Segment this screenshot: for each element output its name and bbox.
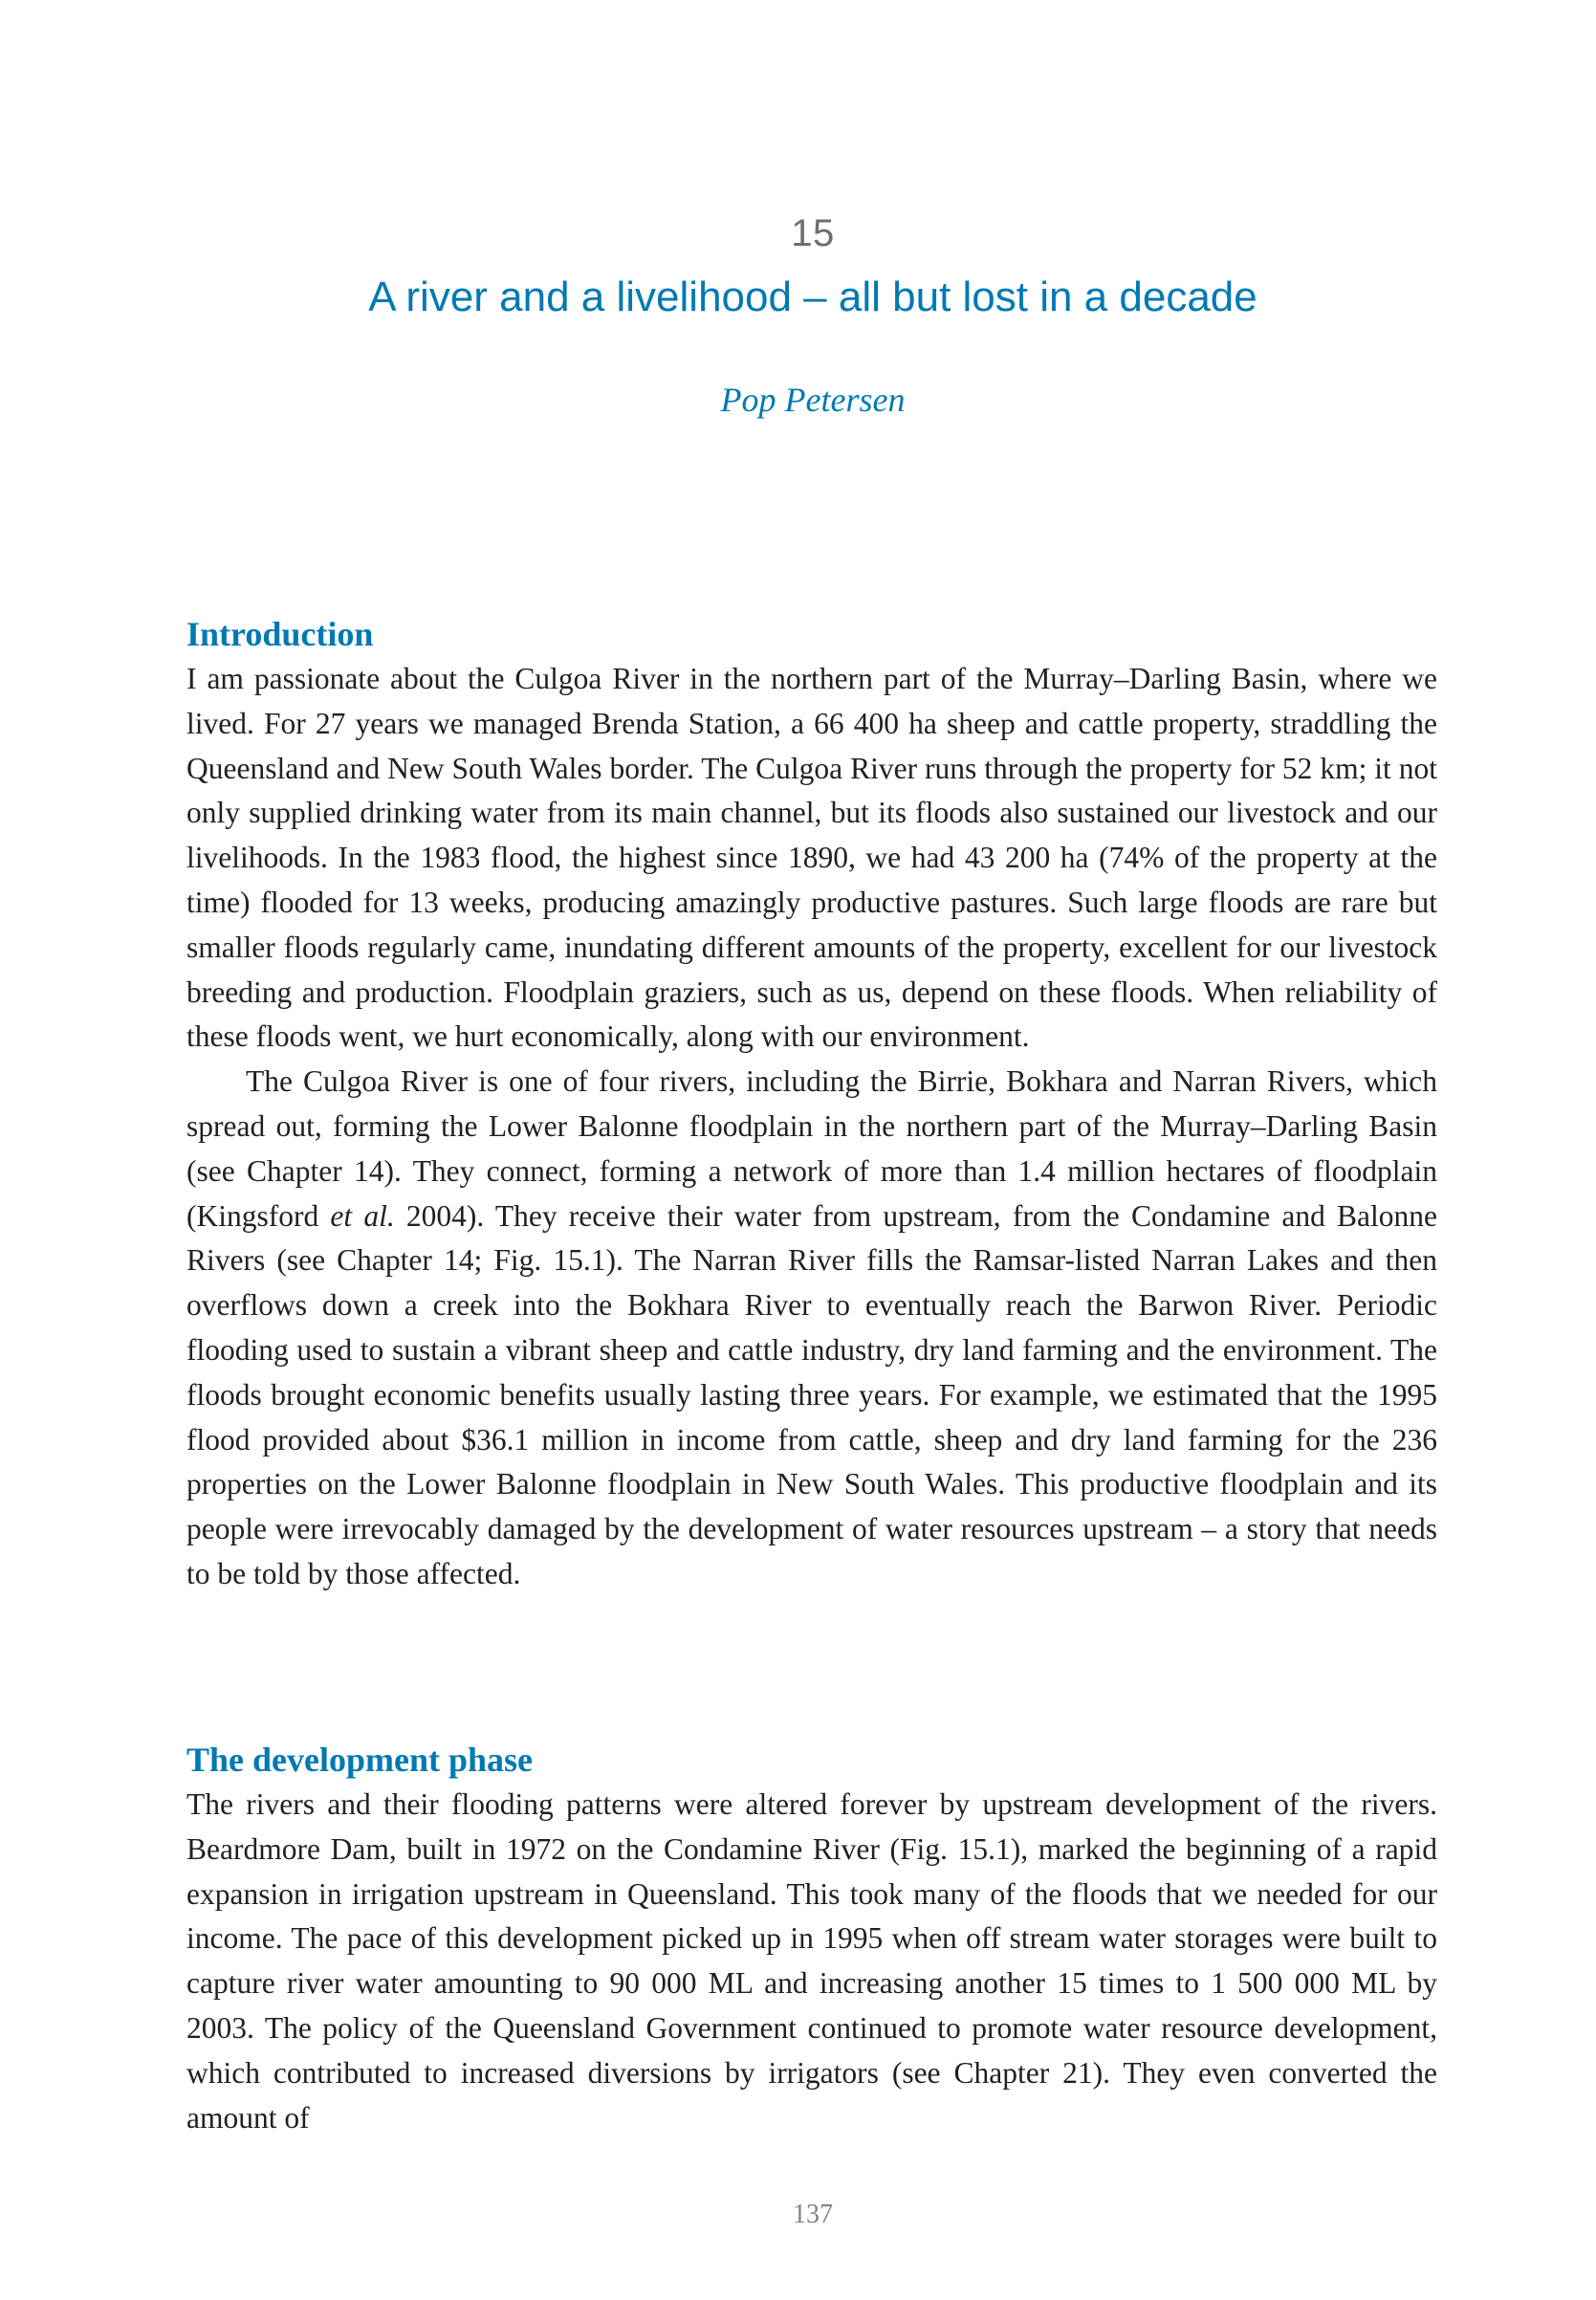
- section-heading: The development phase: [186, 1741, 534, 1779]
- paragraph: The rivers and their flooding patterns were altered forever by upstream development of the rivers. Beardmore Dam, built in 1972 on the Condamine River (Fig. 15.1), marked the beginning of a rapid expansion in irrigation upstream in Queensland. This took many of the floods that we needed for our income. The pace of this development picked up in 1995 when off stream water storages were built to capture river water amounting to 90 000 ML and increasing another 15 times to 1 500 000 ML by 2003. The policy of the Queensland Government continued to promote water resource development, which contributed to increased diversions by irrigators (see Chapter 21). They even converted the amount of: [186, 1787, 1437, 2135]
- section-heading: Introduction: [186, 615, 374, 653]
- italic-citation: et al.: [330, 1198, 395, 1233]
- section-development-phase: [186, 1737, 1437, 2140]
- paragraph-text: The Culgoa River is one of four rivers, including the Birrie, Bokhara and Narran Rivers, which spread out, forming the Lower Balonne floodplain in the northern part of the Murray–Darling Basin (see Chapter 14). They connect, forming a network of more than 1.4 million hectares of floodplain (Kingsford: [186, 1064, 1437, 1233]
- chapter-title: A river and a livelihood – all but lost in a decade: [368, 274, 1257, 320]
- page-number: 137: [793, 2200, 833, 2229]
- paragraph: [186, 1060, 1437, 1597]
- paragraph-text: 2004). They receive their water from upstream, from the Condamine and Balonne Rivers (see Chapter 14; Fig. 15.1). The Narran River fills the Ramsar-listed Narran Lakes and then overflows down a creek into the Bokhara River to eventually reach the Barwon River. Periodic flooding used to sustain a vibrant sheep and cattle industry, dry land farming and the environment. The floods brought economic benefits usually lasting three years. For example, we estimated that the 1995 flood provided about $36.1 million in income from cattle, sheep and dry land farming for the 236 properties on the Lower Balonne floodplain in New South Wales. This productive floodplain and its people were irrevocably damaged by the development of water resources upstream – a story that needs to be told by those affected.: [186, 1198, 1437, 1590]
- paragraph: I am passionate about the Culgoa River in the northern part of the Murray–Darling Basin, where we lived. For 27 years we managed Brenda Station, a 66 400 ha sheep and cattle property, straddling the Queensland and New South Wales border. The Culgoa River runs through the property for 52 km; it not only supplied drinking water from its main channel, but its floods also sustained our livestock and our livelihoods. In the 1983 flood, the highest since 1890, we had 43 200 ha (74% of the property at the time) flooded for 13 weeks, producing amazingly productive pastures. Such large floods are rare but smaller floods regularly came, inundating different amounts of the property, excellent for our livestock breeding and production. Floodplain graziers, such as us, depend on these floods. When reliability of these floods went, we hurt economically, along with our environment.: [186, 662, 1437, 1054]
- chapter-number: 15: [791, 212, 835, 254]
- section-introduction: [186, 611, 1437, 1597]
- chapter-author: Pop Petersen: [720, 381, 906, 419]
